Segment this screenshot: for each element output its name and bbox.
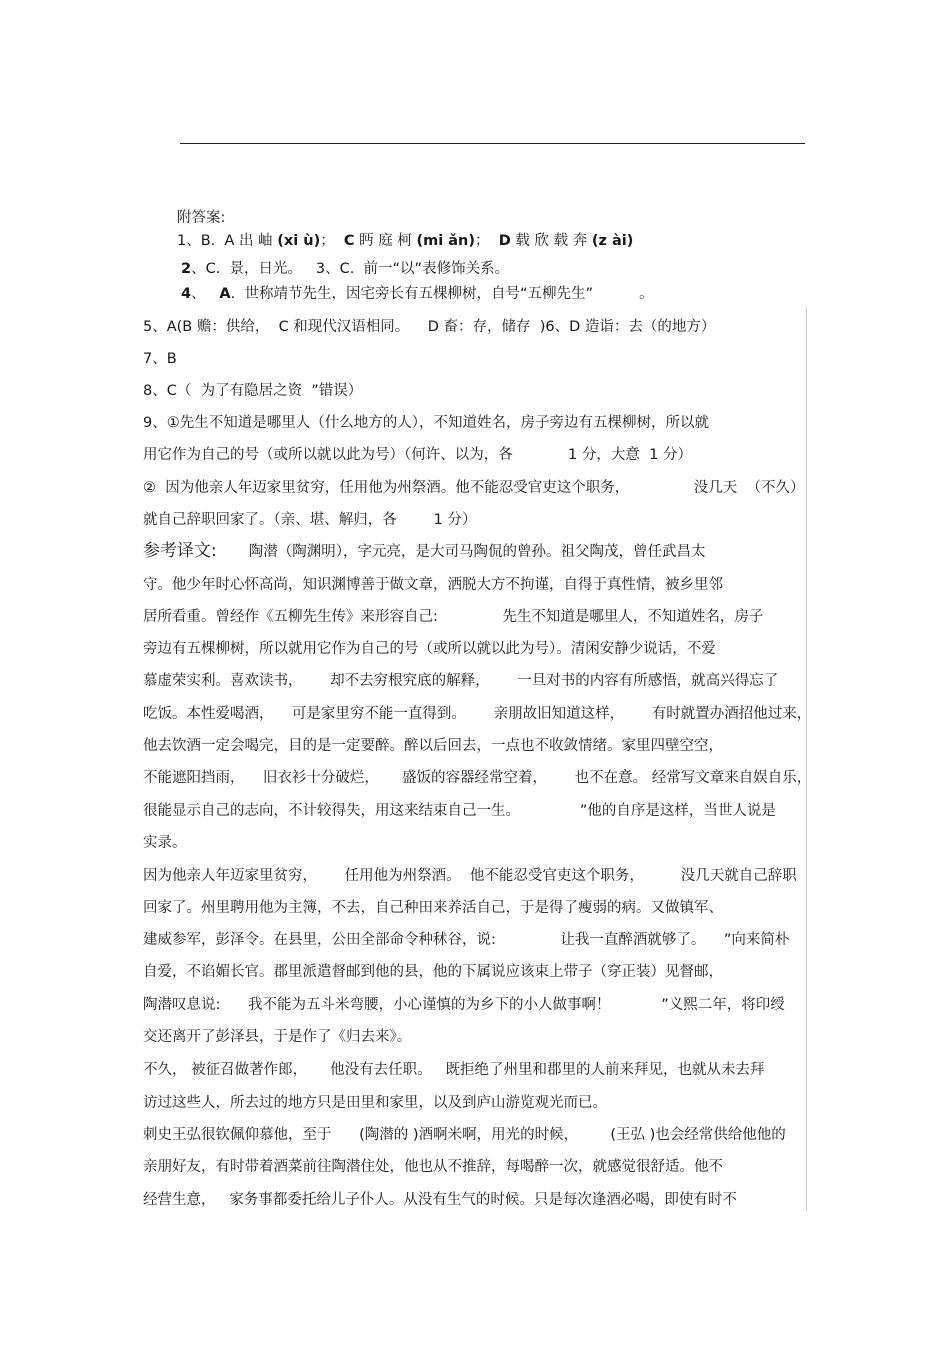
answer-5-6: 5、A(B 赡：供给， C 和现代汉语相同。 D 畜：存，储存 )6、D 造诣：去（的地方） xyxy=(143,319,716,335)
answer-9-line: 用它作为自己的号（或所以就以此为号）（何许、以为，各 1 分，大意 1 分） xyxy=(143,447,692,463)
translation-line: 居所看重。曾经作《五柳先生传》来形容自己: 先生不知道是哪里人，不知道姓名，房子 xyxy=(143,609,764,625)
answer-4-letter: A xyxy=(219,286,231,302)
answer-9-line: ② 因为他亲人年迈家里贫穷，任用他为州祭酒。他不能忍受官吏这个职务， 没几天 （不久） xyxy=(143,480,805,496)
answer-7: 7、B xyxy=(143,351,177,367)
answer-9-line: 就自己辞职回家了。（亲、堪、解归，各 1 分） xyxy=(143,512,477,528)
translation-line: 他去饮酒一定会喝完，目的是一定要醉。醉以后回去，一点也不收敛情绪。家里四壁空空， xyxy=(143,738,723,754)
translation-line: 慕虚荣实利。喜欢读书， 却不去穷根究底的解释， 一旦对书的内容有所感悟，就高兴得忘了 xyxy=(143,673,779,689)
answer-1-pinyin-3: (z ài) xyxy=(591,233,634,249)
translation-line: 吃饭。本性爱喝酒， 可是家里穷不能一直得到。 亲朋故旧知道这样， 有时就置办酒招他过来， xyxy=(143,706,812,722)
answer-1 xyxy=(177,232,633,250)
answer-1-tail: 载 欣 载 奔 xyxy=(510,233,592,249)
translation-line: 守。他少年时心怀高尚，知识渊博善于做文章，洒脱大方不拘谨，自得于真性情，被乡里邻 xyxy=(143,577,723,593)
translation-first: 陶潜（陶渊明），字元亮，是大司马陶侃的曾孙。祖父陶茂，曾任武昌太 xyxy=(248,544,706,560)
answer-4 xyxy=(181,285,654,303)
answer-2-text: 、C. 景，日光。 3、C. 前一“以”表修饰关系。 xyxy=(191,261,510,277)
answer-1-sep-1: ； xyxy=(320,233,344,249)
answer-2-num: 2 xyxy=(181,261,192,277)
translation-line: 交还离开了彭泽县，于是作了《归去来》。 xyxy=(143,1029,412,1045)
answer-1-pinyin-1: (xi ù) xyxy=(277,233,321,249)
translation-title: 参考译文: xyxy=(143,541,217,561)
header-rule xyxy=(180,143,805,144)
answer-1-sep-2: ； xyxy=(475,233,499,249)
translation-line: 亲朋好友，有时带着酒菜前往陶潜住处，他也从不推辞，每喝醉一次，就感觉很舒适。他不 xyxy=(143,1159,723,1175)
margin-line xyxy=(806,307,807,1211)
translation-line: 经营生意， 家务事都委托给儿子仆人。从没有生气的时候。只是每次逢酒必喝，即使有时不 xyxy=(143,1192,737,1208)
answer-1-option-d: D xyxy=(498,233,511,249)
answer-8: 8、C（ 为了有隐居之资 ”错误） xyxy=(143,383,363,399)
translation-line: 不能遮阳挡雨， 旧衣衫十分破烂， 盛饭的容器经常空着， 也不在意。 经常写文章来自娱自乐， xyxy=(143,770,812,786)
answer-1-option-c: C xyxy=(343,233,355,249)
answer-4-text: . 世称靖节先生，因宅旁长有五棵柳树，自号“五柳先生” 。 xyxy=(230,286,654,302)
translation-line: 建威参军，彭泽令。在县里，公田全部命令种秫谷，说: 让我一直醉酒就够了。 ”向来简朴 xyxy=(143,932,790,948)
translation-line: 不久， 被征召做著作郎， 他没有去任职。 既拒绝了州里和郡里的人前来拜见，也就从未去拜 xyxy=(143,1062,765,1078)
translation-line: 因为他亲人年迈家里贫穷， 任用他为州祭酒。 他不能忍受官吏这个职务， 没几天就自己辞职 xyxy=(143,868,797,884)
answers-title: 附答案: xyxy=(177,210,226,226)
answer-4-sep: 、 xyxy=(191,286,220,302)
answer-1-pinyin-2: (mi ǎn) xyxy=(416,233,476,249)
translation-line: 刺史王弘很钦佩仰慕他，至于 (陶潜的 )酒啊米啊，用光的时候， (王弘 )也会经常供给他他的 xyxy=(143,1127,786,1143)
answer-9-line: 9、①先生不知道是哪里人（什么地方的人），不知道姓名，房子旁边有五棵柳树，所以就 xyxy=(143,415,709,431)
translation-line: 很能显示自己的志向，不计较得失，用这来结束自己一生。 ”他的自序是这样，当世人说是 xyxy=(143,803,776,819)
answer-4-num: 4 xyxy=(181,286,192,302)
translation-line: 回家了。州里聘用他为主簿，不去，自己种田来养活自己，于是得了瘦弱的病。又做镇军、 xyxy=(143,900,723,916)
translation-line: 旁边有五棵柳树，所以就用它作为自己的号（或所以就以此为号）。清闲安静少说话，不爱 xyxy=(143,641,716,657)
translation-line: 陶潜叹息说: 我不能为五斗米弯腰，小心谨慎的为乡下的小人做事啊！ ”义熙二年，将印绶 xyxy=(143,997,785,1013)
translation-first-line xyxy=(143,542,705,561)
answer-2-3 xyxy=(181,260,509,278)
answer-1-mid: 眄 庭 柯 xyxy=(354,233,417,249)
answer-1-lead: 1、B. A 出 岫 xyxy=(177,233,278,249)
translation-line: 访过这些人，所去过的地方只是田里和家里，以及到庐山游览观光而已。 xyxy=(143,1095,607,1111)
translation-line: 自爱，不谄媚长官。郡里派遣督邮到他的县，他的下属说应该束上带子（穿正装）见督邮， xyxy=(143,964,723,980)
translation-line: 实录。 xyxy=(143,835,187,851)
